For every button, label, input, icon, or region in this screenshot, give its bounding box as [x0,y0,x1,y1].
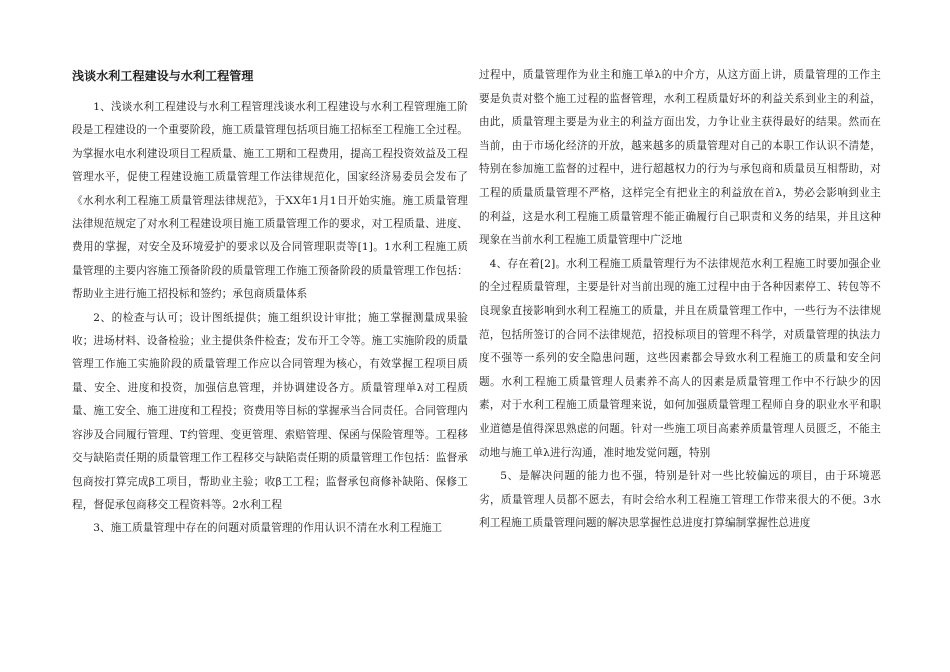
paragraph-2: 2、的检查与认可；设计图纸提供；施工组织设计审批；施工掌握测量成果验收；进场材料、设备检验；业主提供条件检查；发布开工令等。施工实施阶段的质量管理工作施工实施阶段的质量管理工作应以合同管理为核心，有效掌握工程项目质量、安全、进度和投资，加强信息管理，并协调建设各方。质量管理单λ对工程质量、施工安全、施工进度和工程投；资费用等目标的掌握承当合同责任。合同管理内容涉及合同履行管理、T约管理、变更管理、索赔管理、保函与保险管理等。工程移交与缺陷责任期的质量管理工作工程移交与缺陷责任期的质量管理工作包括：监督承包商按打算完成β工项目，帮助业主验；收β工工程；监督承包商修补缺陷、保修工程，督促承包商移交工程资料等。2水利工程 [72,311,468,511]
paragraph-3: 3、施工质量管理中存在的问题对质量管理的作用认识不清在水利工程施工 [93,522,443,535]
paragraph-3-continued: 过程中，质量管理作为业主和施工单λ的中介方，从这方面上讲，质量管理的工作主要是负责对整个施工过程的监督管理，水利工程质量好坏的利益关系到业主的利益，由此，质量管理主要是为业主的利益方面出发，力争让业主获得最好的结果。然而在当前，由于市场化经济的开放，越来越多的质量管理对自己的本职工作认识不清楚，特别在参加施工监督的过程中，进行超越权力的行为与承包商和质量员互相帮助，对工程的质量质量管理不严格，这样完全有把业主的利益放在首λ，势必会影响到业主的利益，这是水利工程施工质量管理不能正确履行自己职责和义务的结果，并且这种现象在当前水利工程施工质量管理中广泛地 [479,69,881,247]
left-column [72,66,468,541]
paragraph-5: 5、是解决问题的能力也不强，特别是针对一些比较偏远的项目，由于环境恶劣，质量管理人员都不愿去，有时会给水利工程施工管理工作带来很大的不便。3水利工程施工质量管理问题的解决思掌握性总进度打算编制掌握性总进度 [479,470,881,530]
right-column [479,64,881,536]
paragraph-1: 1、浅谈水利工程建设与水利工程管理浅谈水利工程建设与水利工程管理施工阶段是工程建设的一个重要阶段，施工质量管理包括项目施工招标至工程施工全过程。为掌握水电水利建设项目工程质量、施工工期和工程费用，提高工程投资效益及工程管理水平，促使工程建设施工质量管理工作法律规范化，国家经济易委员会发布了《水利水利工程施工质量管理法律规范》，于XX年1月1日开始实施。施工质量管理法律规范规定了对水利工程建设项目施工质量管理工作的要求，对工程质量、进度、费用的掌握，对安全及环境爱护的要求以及合同管理职责等[1]。1水利工程施工质量管理的主要内容施工预备阶段的质量管理工作施工预备阶段的质量管理工作包括：帮助业主进行施工招投标和签约；承包商质量体系 [72,101,468,301]
document-title: 浅谈水利工程建设与水利工程管理 [72,69,254,83]
paragraph-4: 4、存在着[2]。水利工程施工质量管理行为不法律规范水利工程施工时要加强企业的全过程质量管理，主要是针对当前出现的施工过程中由于各种因素停工、转包等不良现象直接影响到水利工程施工的质量，并且在质量管理工作中，一些行为不法律规范，包括所签订的合同不法律规范，招投标项目的管理不科学，对质量管理的执法力度不强等一系列的安全隐患问题，这些因素都会导致水利工程施工的质量和安全问题。水利工程施工质量管理人员素养不高人的因素是质量管理工作中不行缺少的因素，对于水利工程施工质量管理来说，如何加强质量管理工程师自身的职业水平和职业道德是值得深思熟虑的问题。针对一些施工项目高素养质量管理人员匮乏，不能主动地与施工单λ进行沟通，准时地发觉问题，特别 [479,257,881,459]
